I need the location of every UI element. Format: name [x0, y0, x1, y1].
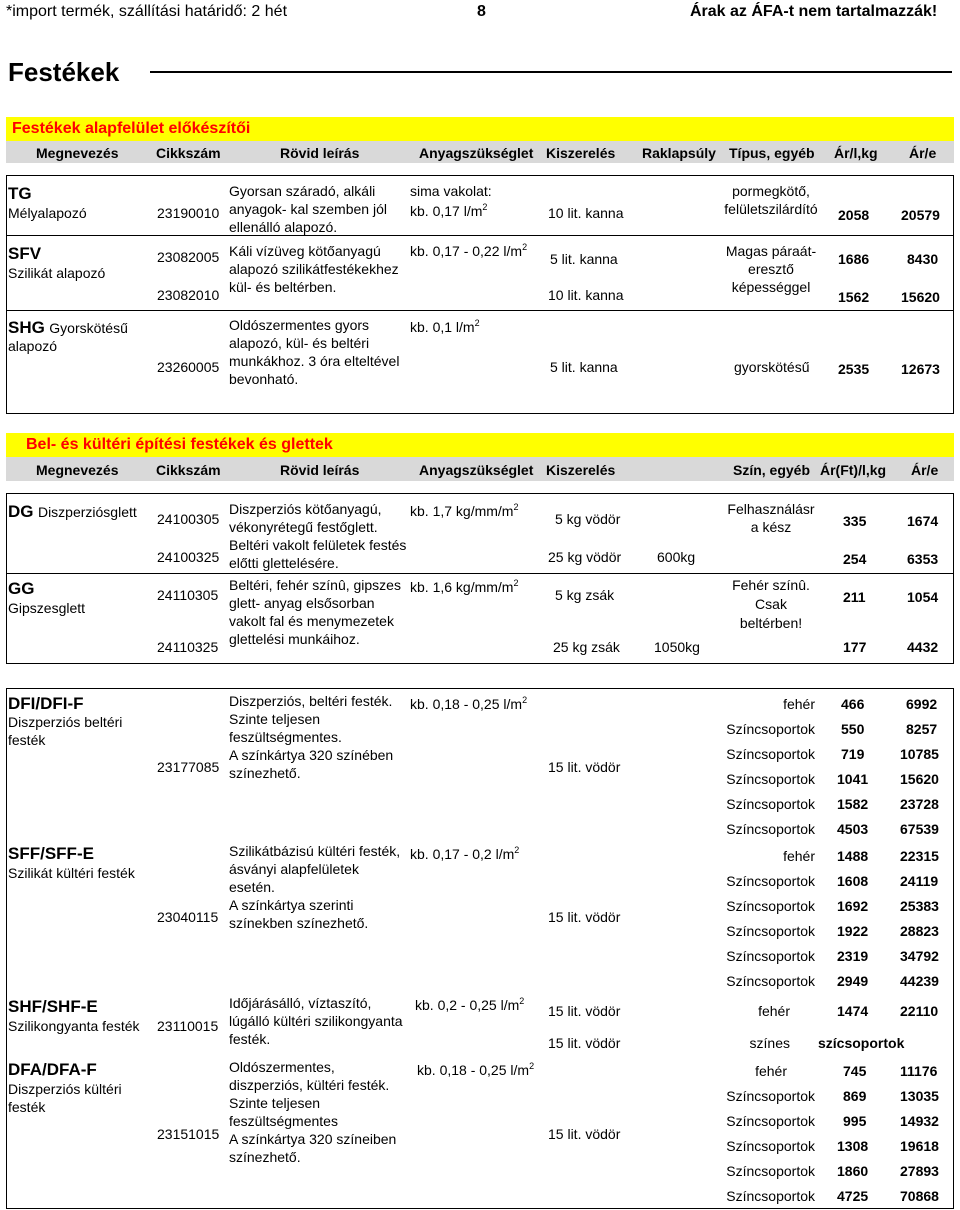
product-price-unit: 254	[843, 551, 867, 567]
price-unit: 1488	[837, 848, 869, 864]
price-unit: 869	[843, 1088, 867, 1104]
product-price-unit: 2058	[838, 207, 870, 223]
price-unit: 745	[843, 1063, 867, 1079]
product-pack: 15 lit. vödör	[548, 759, 621, 775]
product-subtitle: Gipszesglett	[8, 600, 86, 616]
color-label: Színcsoportok	[726, 898, 815, 914]
color-label: Színcsoportok	[726, 1113, 815, 1129]
section1-top-border	[6, 175, 954, 176]
product-type-line: beltérben!	[739, 615, 803, 631]
header-price-each: Ár/e	[909, 145, 937, 161]
header-desc: Rövid leírás	[280, 462, 360, 478]
product-desc-line: kül- és beltérben.	[229, 279, 337, 295]
price-each: 19618	[900, 1138, 939, 1154]
product-price-each: 12673	[901, 361, 940, 377]
product-type-line: a kész	[750, 519, 792, 535]
product-need: kb. 0,17 $l/m^2$	[410, 202, 488, 219]
header-need: Anyagszükséglet	[419, 462, 534, 478]
product-desc-line: A színkártya 320 színeiben	[229, 1131, 397, 1147]
product-desc-line: Beltéri, fehér színû, gipszes	[229, 577, 401, 593]
product-need: kb. 0,18 - 0,25 $l/m^2$	[410, 695, 528, 712]
product-price-each: 1674	[907, 513, 939, 529]
title-rule	[150, 71, 952, 73]
product-type: gyorskötésű	[734, 359, 810, 375]
product-subtitle: festék	[8, 1099, 46, 1115]
price-each: 14932	[900, 1113, 939, 1129]
product-desc-line: anyagok- kal szemben jól	[229, 201, 387, 217]
block-right-border	[953, 493, 954, 664]
price-unit: 1041	[837, 771, 869, 787]
product-code: TG	[8, 184, 32, 203]
product-need: kb. 0,17 - 0,22 $l/m^2$	[410, 242, 528, 259]
product-code: DFA/DFA-F	[8, 1060, 97, 1079]
product-need: kb. 0,17 - 0,2 $l/m^2$	[410, 845, 520, 862]
color-label: színes	[749, 1035, 790, 1051]
block-top-border	[6, 688, 954, 689]
product-pack: 15 lit. vödör	[548, 1035, 621, 1051]
product-sku: 23177085	[157, 759, 220, 775]
header-need: Anyagszükséglet	[419, 145, 534, 161]
header-price-unit: Ár(Ft)/l,kg	[820, 462, 887, 478]
product-desc-line: diszperziós, kültéri festék.	[229, 1077, 390, 1093]
product-desc-line: előtti glettelésére.	[229, 555, 339, 571]
product-code: SFV	[8, 244, 42, 263]
product-price-each: 8430	[907, 251, 939, 267]
block-left-border	[6, 493, 7, 664]
product-sku: 23040115	[157, 909, 219, 925]
product-price-unit: 1686	[838, 251, 870, 267]
header-sku: Cikkszám	[156, 145, 221, 161]
price-each: 10785	[900, 746, 939, 762]
header-price-each: Ár/e	[911, 462, 939, 478]
product-pack: 15 lit. vödör	[548, 1126, 621, 1142]
color-label: Színcsoportok	[726, 1163, 815, 1179]
product-need: kb. 0,1 $l/m^2$	[410, 318, 480, 335]
header-sku: Cikkszám	[156, 462, 221, 478]
product-code: SFF/SFF-E	[8, 844, 94, 863]
color-group-note: szícsoportok	[818, 1035, 905, 1051]
page-number: 8	[477, 3, 486, 20]
product-pack: 15 lit. vödör	[548, 1003, 621, 1019]
product-pallet-weight: 600kg	[657, 549, 696, 565]
price-unit: 1692	[837, 898, 869, 914]
product-need-label: sima vakolat:	[410, 183, 492, 199]
price-unit: 1922	[837, 923, 869, 939]
row-divider	[6, 310, 954, 311]
product-price-unit: 2535	[838, 361, 870, 377]
product-desc-line: Oldószermentes gyors	[229, 317, 370, 333]
price-unit: 719	[841, 746, 865, 762]
product-code: DFI/DFI-F	[8, 694, 84, 713]
price-each: 24119	[900, 873, 939, 889]
product-price-unit: 211	[843, 589, 866, 605]
product-desc-line: ásványi alapfelületek	[229, 861, 359, 877]
product-sku: 23190010	[157, 205, 220, 221]
color-label: Színcsoportok	[726, 821, 815, 837]
product-desc-line: A színkártya szerinti	[229, 897, 354, 913]
product-need: kb. 0,2 - 0,25 $l/m^2$	[415, 996, 525, 1013]
product-subtitle: Diszperziós kültéri	[8, 1081, 122, 1097]
price-unit: 1308	[837, 1138, 869, 1154]
product-subtitle: alapozó	[8, 338, 58, 354]
product-desc-line: glettelési munkáihoz.	[229, 631, 360, 647]
product-price-unit: 335	[843, 513, 867, 529]
color-label: Színcsoportok	[726, 1188, 815, 1204]
product-desc-line: Szinte teljesen	[229, 711, 321, 727]
price-unit: 2319	[837, 948, 869, 964]
page-title: Festékek	[8, 57, 120, 87]
product-desc-line: bevonható.	[229, 371, 299, 387]
product-sku: 24110325	[157, 639, 219, 655]
price-unit: 4503	[837, 821, 869, 837]
color-label: Színcsoportok	[726, 796, 815, 812]
product-subtitle: Diszperziós beltéri	[8, 714, 123, 730]
color-label: Színcsoportok	[726, 721, 815, 737]
product-pack: 15 lit. vödör	[548, 909, 621, 925]
price-each: 15620	[900, 771, 939, 787]
product-desc-line: feszültségmentes.	[229, 729, 342, 745]
product-desc-line: glett- anyag elsősorban	[229, 595, 375, 611]
header-pack: Kiszerelés	[546, 145, 616, 161]
product-desc-line: alapozó szilikátfestékekhez	[229, 261, 399, 277]
color-label: fehér	[783, 696, 815, 712]
header-desc: Rövid leírás	[280, 145, 360, 161]
product-pack: 5 lit. kanna	[550, 251, 618, 267]
product-desc-line: Gyorsan száradó, alkáli	[229, 183, 376, 199]
color-label: Színcsoportok	[726, 948, 815, 964]
import-note: *import termék, szállítási határidő: 2 hét	[6, 3, 288, 20]
product-desc-line: Időjárásálló, víztaszító,	[229, 995, 372, 1011]
color-label: Színcsoportok	[726, 1088, 815, 1104]
product-sku: 23151015	[157, 1126, 220, 1142]
product-pack: 5 lit. kanna	[550, 359, 618, 375]
product-sku: 23082005	[157, 249, 220, 265]
product-pack: 25 kg zsák	[553, 639, 620, 655]
price-unit: 995	[843, 1113, 867, 1129]
color-label: Színcsoportok	[726, 873, 815, 889]
price-each: 28823	[900, 923, 939, 939]
price-unit: 550	[841, 721, 865, 737]
section1-title: Festékek alapfelület előkészítői	[12, 120, 251, 137]
product-desc-line: Káli vízüveg kötőanyagú	[229, 243, 381, 259]
product-need: kb. 0,18 - 0,25 $l/m^2$	[417, 1061, 535, 1078]
row-divider	[6, 573, 954, 574]
product-desc-line: Szilikátbázisú kültéri festék,	[229, 843, 401, 859]
product-pack: 10 lit. kanna	[548, 205, 624, 221]
product-sku: 24100325	[157, 549, 220, 565]
price-unit: 1860	[837, 1163, 869, 1179]
block-right-border	[953, 688, 954, 1209]
product-desc-line: esetén.	[229, 879, 275, 895]
product-desc-line: alapozó, kül- és beltéri	[229, 335, 370, 351]
vat-note: Árak az ÁFA-t nem tartalmazzák!	[690, 3, 938, 20]
product-price-unit: 177	[843, 639, 867, 655]
product-desc-line: vékonyrétegű festőglett.	[229, 519, 378, 535]
product-subtitle: Szilikongyanta festék	[8, 1018, 140, 1034]
product-desc-line: munkákhoz. 3 óra elteltével	[229, 353, 400, 369]
price-each: 23728	[900, 796, 939, 812]
product-type-line: felületszilárdító	[724, 201, 818, 217]
product-desc-line: színezhető.	[229, 1149, 301, 1165]
product-desc-line: Oldószermentes,	[229, 1059, 335, 1075]
price-each: 6992	[906, 696, 938, 712]
section2-title: Bel- és kültéri építési festékek és glettek	[26, 436, 333, 453]
product-desc-line: színekben színezhető.	[229, 915, 369, 931]
product-type-line: eresztő	[748, 261, 794, 277]
product-desc-line: Beltéri vakolt felületek festés	[229, 537, 407, 553]
product-desc-line: színezhető.	[229, 765, 301, 781]
product-type-line: Magas páraát-	[725, 243, 817, 259]
product-desc-line: Diszperziós kötőanyagú,	[229, 501, 382, 517]
price-unit: 1608	[837, 873, 869, 889]
product-subtitle: Szilikát alapozó	[8, 265, 106, 281]
price-unit: 1582	[837, 796, 869, 812]
block-bottom-border	[6, 663, 954, 664]
product-type-line: képességgel	[731, 279, 811, 295]
product-price-unit: 1562	[838, 289, 870, 305]
product-desc-line: Diszperziós, beltéri festék.	[229, 693, 393, 709]
product-sku: 24110305	[157, 587, 219, 603]
color-label: fehér	[783, 848, 815, 864]
price-unit: 1474	[837, 1003, 869, 1019]
header-pallet: Raklapsúly	[642, 145, 716, 161]
product-price-each: 4432	[907, 639, 939, 655]
product-pack: 5 kg zsák	[555, 587, 615, 603]
product-type-line: Fehér színû.	[732, 577, 810, 593]
section1-right-border	[953, 175, 954, 414]
block-bottom-border	[6, 1208, 954, 1209]
header-color: Szín, egyéb	[733, 462, 811, 478]
product-subtitle: festék	[8, 732, 46, 748]
product-desc-line: vakolt fal és menymezetek	[229, 613, 394, 629]
product-desc-line: A színkártya 320 színében	[229, 747, 394, 763]
product-need: kb. 1,7 $kg/mm/m^2$	[410, 502, 519, 519]
product-pallet-weight: 1050kg	[654, 639, 700, 655]
product-code: SHG Gyorskötésű	[8, 318, 128, 337]
header-pack: Kiszerelés	[546, 462, 616, 478]
product-desc-line: feszültségmentes	[229, 1113, 338, 1129]
price-unit: 2949	[837, 973, 869, 989]
color-label: Színcsoportok	[726, 973, 815, 989]
price-each: 34792	[900, 948, 939, 964]
product-subtitle: Mélyalapozó	[8, 205, 87, 221]
price-each: 22110	[900, 1003, 939, 1019]
header-price-unit: Ár/l,kg	[834, 145, 878, 161]
color-label: Színcsoportok	[726, 923, 815, 939]
product-need: kb. 1,6 $kg/mm/m^2$	[410, 578, 519, 595]
product-pack: 5 kg vödör	[555, 511, 621, 527]
header-name: Megnevezés	[36, 145, 119, 161]
section1-left-border	[6, 175, 7, 414]
price-each: 13035	[900, 1088, 939, 1104]
section1-bottom-border	[6, 413, 954, 414]
block-left-border	[6, 688, 7, 1209]
price-each: 27893	[900, 1163, 939, 1179]
product-desc-line: festék.	[229, 1031, 271, 1047]
price-unit: 466	[841, 696, 865, 712]
product-sku: 24100305	[157, 511, 220, 527]
color-label: fehér	[758, 1003, 790, 1019]
product-desc-line: lúgálló kültéri szilikongyanta	[229, 1013, 403, 1029]
price-unit: 4725	[837, 1188, 869, 1204]
product-subtitle: Szilikát kültéri festék	[8, 865, 135, 881]
product-desc-line: Szinte teljesen	[229, 1095, 321, 1111]
header-type: Típus, egyéb	[729, 145, 815, 161]
color-label: fehér	[755, 1063, 787, 1079]
product-pack: 25 kg vödör	[548, 549, 622, 565]
product-price-each: 1054	[907, 589, 939, 605]
price-each: 8257	[906, 721, 938, 737]
color-label: Színcsoportok	[726, 771, 815, 787]
price-each: 11176	[900, 1063, 938, 1079]
product-sku: 23110015	[157, 1018, 219, 1034]
product-price-each: 6353	[907, 551, 939, 567]
color-label: Színcsoportok	[726, 746, 815, 762]
product-type-line: Csak	[755, 596, 787, 612]
header-name: Megnevezés	[36, 462, 119, 478]
price-each: 67539	[900, 821, 939, 837]
price-each: 70868	[900, 1188, 939, 1204]
product-pack: 10 lit. kanna	[548, 287, 624, 303]
product-code: DG Diszperziósglett	[8, 502, 137, 521]
product-type-line: pormegkötő,	[732, 183, 810, 199]
product-price-each: 20579	[901, 207, 940, 223]
product-sku: 23082010	[157, 287, 220, 303]
color-label: Színcsoportok	[726, 1138, 815, 1154]
product-code: SHF/SHF-E	[8, 997, 98, 1016]
price-each: 44239	[900, 973, 939, 989]
block-top-border	[6, 493, 954, 494]
product-desc-line: ellenálló alapozó.	[229, 219, 338, 235]
product-type-line: Felhasználásr	[727, 501, 815, 517]
product-sku: 23260005	[157, 359, 220, 375]
product-price-each: 15620	[901, 289, 940, 305]
row-divider	[6, 235, 954, 236]
product-code: GG	[8, 579, 35, 598]
price-each: 22315	[900, 848, 939, 864]
price-each: 25383	[900, 898, 939, 914]
